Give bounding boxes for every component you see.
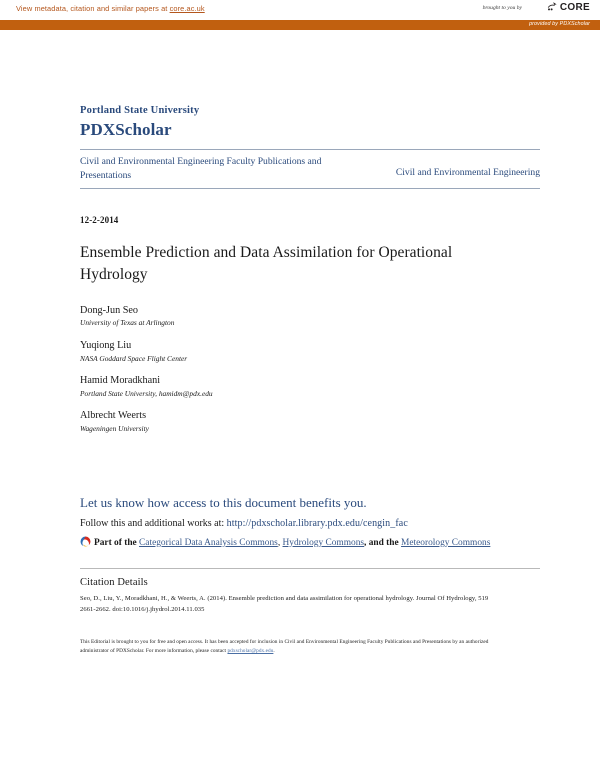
department-name[interactable]: Civil and Environmental Engineering [395,166,540,178]
core-ac-uk-link[interactable]: core.ac.uk [169,4,205,13]
follow-works-label: Follow this and additional works at: [80,517,227,529]
publication-date: 12-2-2014 [80,214,119,225]
author-entry [80,304,540,329]
collection-url-link[interactable]: http://pdxscholar.library.pdx.edu/cengin_fac [226,517,408,529]
disclaimer-period: . [273,648,275,655]
author-affiliation: Portland State University, hamidm@pdx.edu [80,388,213,398]
collection-name[interactable]: Civil and Environmental Engineering Faculty Publications and Presentations [80,155,322,181]
collection-band [80,149,540,189]
provided-by-label: provided by PDXScholar [529,21,590,27]
commons-link-meteorology[interactable]: Meteorology Commons [401,537,491,548]
citation-details-section [80,568,540,616]
author-entry [80,374,540,399]
university-name: Portland State University [80,105,200,116]
masthead [80,105,540,140]
access-disclaimer [80,638,498,658]
disclaimer-text: This Editorial is brought to you for free and open access. It has been accepted for inclusion in Civil and Environmental Engineering Faculty Publications and Presentations by an authorized administrator of PDXScholar. For more information, please contact [80,638,489,655]
commons-separator-2: , and the [364,537,402,548]
pdxscholar-brand: PDXScholar [80,119,172,139]
core-metadata-line [16,4,205,13]
article-title: Ensemble Prediction and Data Assimilation for Operational Hydrology [80,243,453,283]
author-affiliation: Wageningen University [80,423,149,433]
part-of-commons-line [80,536,510,550]
contact-email-link[interactable]: pdxscholar@pdx.edu [227,648,274,655]
commons-link-hydrology[interactable]: Hydrology Commons [282,537,365,548]
author-name: Yuqiong Liu [80,339,132,351]
provided-by-bar [0,20,600,30]
author-name: Albrecht Weerts [80,410,147,422]
commons-swoosh-icon [80,536,91,547]
author-name: Hamid Moradkhani [80,374,161,386]
author-list [80,304,540,435]
core-logo[interactable] [546,1,590,13]
benefits-survey-link[interactable]: Let us know how access to this document benefits you. [80,495,367,511]
brought-to-you-by-label: brought to you by [482,5,522,11]
core-wordmark: CORE [559,1,590,13]
author-entry [80,339,540,364]
core-metadata-text: View metadata, citation and similar papers at [16,4,170,13]
commons-separator-1: , [277,537,283,548]
follow-works-line [80,517,540,531]
document-page [0,30,600,657]
citation-text: Seo, D., Liu, Y., Moradkhani, H., & Weerts, A. (2014). Ensemble prediction and data assimilation for operational hydrology. Journal Of Hydrology, 519 2661-2662. doi:10.1016/j.jhydrol.2014.11.035 [80,594,489,613]
part-of-label: Part of the [94,537,140,548]
citation-details-heading: Citation Details [80,576,148,588]
core-banner [0,0,600,20]
author-affiliation: NASA Goddard Space Flight Center [80,353,188,363]
author-entry [80,409,540,434]
author-name: Dong-Jun Seo [80,304,139,316]
commons-link-categorical-data-analysis[interactable]: Categorical Data Analysis Commons [139,537,278,548]
author-affiliation: University of Texas at Arlington [80,318,175,328]
core-bird-icon [546,1,558,13]
